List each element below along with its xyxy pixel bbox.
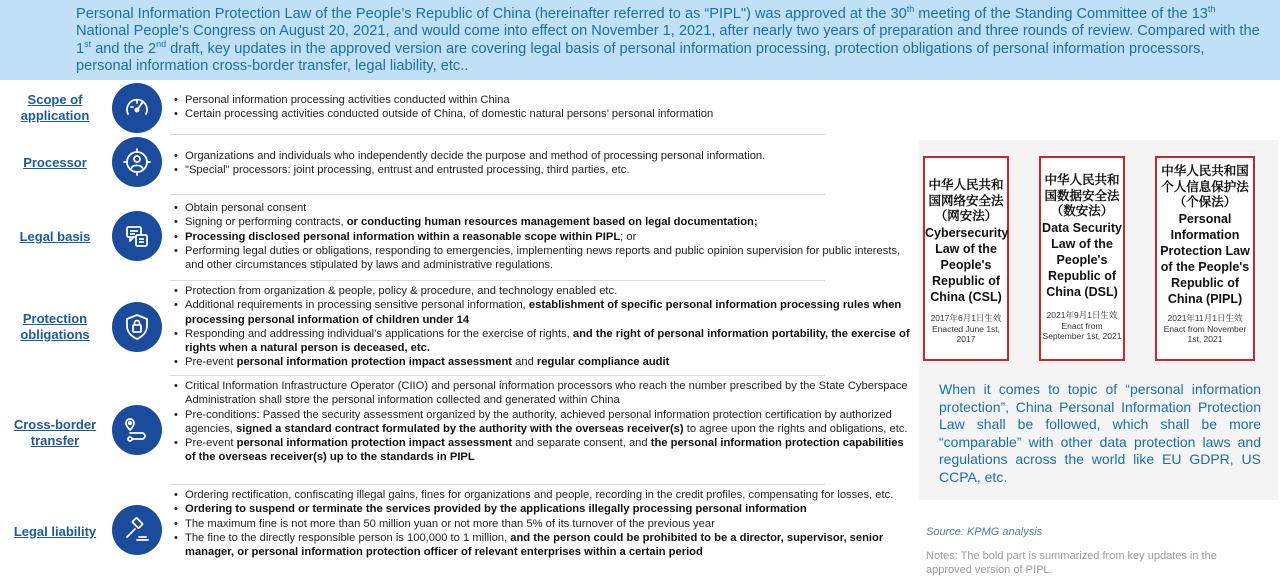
bullet-list [173,284,915,370]
bullet-list [173,488,915,559]
list-item: • Performing legal duties or obligations, responding to emergencies, implementing news reports and public opinion supervision for public interests, and other circumstances stipulated by laws and administrative regulations. [173,244,915,273]
row-protection-obligations [0,282,915,375]
divider [170,134,825,135]
bullet-list [173,93,915,122]
law-name-cn: 中华人民共和国个人信息保护法（个保法） [1161,164,1249,209]
list-item: • Organizations and individuals who independently decide the purpose and method of processing personal information. [173,149,915,163]
law-date-en: Enact from September 1st, 2021 [1042,320,1122,341]
law-date-cn: 2021年11月1日生效 [1167,312,1243,323]
document-chat-icon [112,211,162,261]
list-item: • Pre-conditions: Passed the security assessment organized by the authority, achieved personal information protection certification by authorized agencies, signed a standard contract formulated by the authority with the overseas receiver(s) to agree upon the rights and obligations, etc. [173,408,915,437]
intro-text: Personal Information Protection Law of the People’s Republic of China (hereinafter referred to as “PIPL") was approved at the 30th meeting of the Standing Committee of the 13th National People's Congress on August 20, 2021, and would come into effect on November 1, 2021, after nearly two years of preparation and three rounds of review. Compared with the 1st and the 2nd draft, key updates in the approved version are covering legal basis of personal information processing, protection obligations of personal information processors, personal information cross-border transfer, legal liability, etc.. [76,4,1260,74]
divider [170,375,825,376]
list-item: • Certain processing activities conducted outside of China, of domestic natural persons’ personal information [173,107,915,121]
row-legal-basis [0,196,915,280]
row-label-cross-border[interactable]: Cross-border transfer [13,417,97,448]
list-item: • Additional requirements in processing sensitive personal information, establishment of specific personal information processing rules when processing personal information of children under 14 [173,298,915,327]
list-item: • "Special" processors: joint processing, entrust and entrusted processing, third parties, etc. [173,163,915,177]
row-legal-liability [0,486,915,577]
row-label-scope[interactable]: Scope of application [20,92,90,123]
divider [170,280,825,281]
law-date-cn: 2021年9月1日生效 [1046,309,1118,320]
list-item: • Protection from organization & people, policy & procedure, and technology enabled etc. [173,284,915,298]
bullet-list [173,149,915,178]
list-item: • Processing disclosed personal information within a reasonable scope within PIPL; or [173,230,915,244]
intro-banner [0,0,1280,80]
list-item: • The maximum fine is not more than 50 million yuan or not more than 5% of its turnover of the previous year [173,517,915,531]
law-name-cn: 中华人民共和国网络安全法（网安法） [928,178,1004,223]
row-cross-border-transfer [0,377,915,482]
list-item: • Ordering rectification, confiscating illegal gains, fines for organizations and people, recording in the credit profiles, compensating for losses, etc. [173,488,915,502]
row-label-protection-obligations[interactable]: Protection obligations [20,311,90,342]
law-date-cn: 2017年6月1日生效 [930,312,1002,323]
list-item: • Critical Information Infrastructure Operator (CIIO) and personal information processors who reach the number prescribed by the State Cyberspace Administration shall store the personal information collected and generated within China [173,379,915,408]
law-card-pipl [1155,156,1255,361]
law-name-en: Data Security Law of the People's Republic of China (DSL) [1042,220,1122,299]
list-item: • Obtain personal consent [173,201,915,215]
law-date-en: Enact from November 1st, 2021 [1163,323,1247,344]
row-label-legal-basis[interactable]: Legal basis [19,229,91,244]
list-item: • Personal information processing activities conducted within China [173,93,915,107]
divider [170,484,825,485]
user-target-icon [112,137,162,187]
list-item: • Signing or performing contracts, or conducting human resources management based on legal documentation; [173,215,915,229]
list-item: • Responding and addressing individual’s applications for the exercise of rights, and the right of personal information portability, the exercise of rights when a natural person is deceased, etc. [173,327,915,356]
list-item: • Pre-event personal information protection impact assessment and separate consent, and the personal information protection capabilities of the overseas receiver(s) up to the standards in PIPL [173,436,915,465]
row-processor [0,136,915,194]
list-item: • Ordering to suspend or terminate the services provided by the applications illegally processing personal information [173,502,915,516]
law-name-cn: 中华人民共和国数据安全法（数安法） [1044,173,1120,218]
law-card-csl [923,156,1009,361]
bullet-list [173,201,915,272]
row-label-processor[interactable]: Processor [23,155,87,170]
notes: Notes: The bold part is summarized from key updates in the approved version of PIPL. [926,550,1217,576]
divider [170,194,825,195]
source-note: Source: KPMG analysis [926,526,1043,538]
comparison-note: When it comes to topic of “personal information protection”, China Personal Information Protection Law shall be followed, which shall be more “comparable” with other data protection laws and regulations across the world like EU GDPR, US CCPA, etc. [939,381,1261,485]
law-name-en: Cybersecurity Law of the People's Republic of China (CSL) [925,225,1009,304]
shield-lock-icon [112,302,162,352]
law-date-en: Enacted June 1st, 2017 [931,323,1001,344]
speedometer-icon [112,83,162,133]
law-name-en: Personal Information Protection Law of the People's Republic of China (PIPL) [1160,211,1250,306]
row-scope-of-application [0,82,915,134]
list-item: • The fine to the directly responsible person is 100,000 to 1 million, and the person could be prohibited to be a director, supervisor, senior manager, or personal information protection officer of relevant enterprises within a certain period [173,531,915,560]
route-icon [112,405,162,455]
gavel-icon [112,505,162,555]
law-card-dsl [1039,156,1125,361]
list-item: • Pre-event personal information protection impact assessment and regular compliance audit [173,355,915,369]
row-label-legal-liability[interactable]: Legal liability [13,524,97,539]
bullet-list [173,379,915,465]
